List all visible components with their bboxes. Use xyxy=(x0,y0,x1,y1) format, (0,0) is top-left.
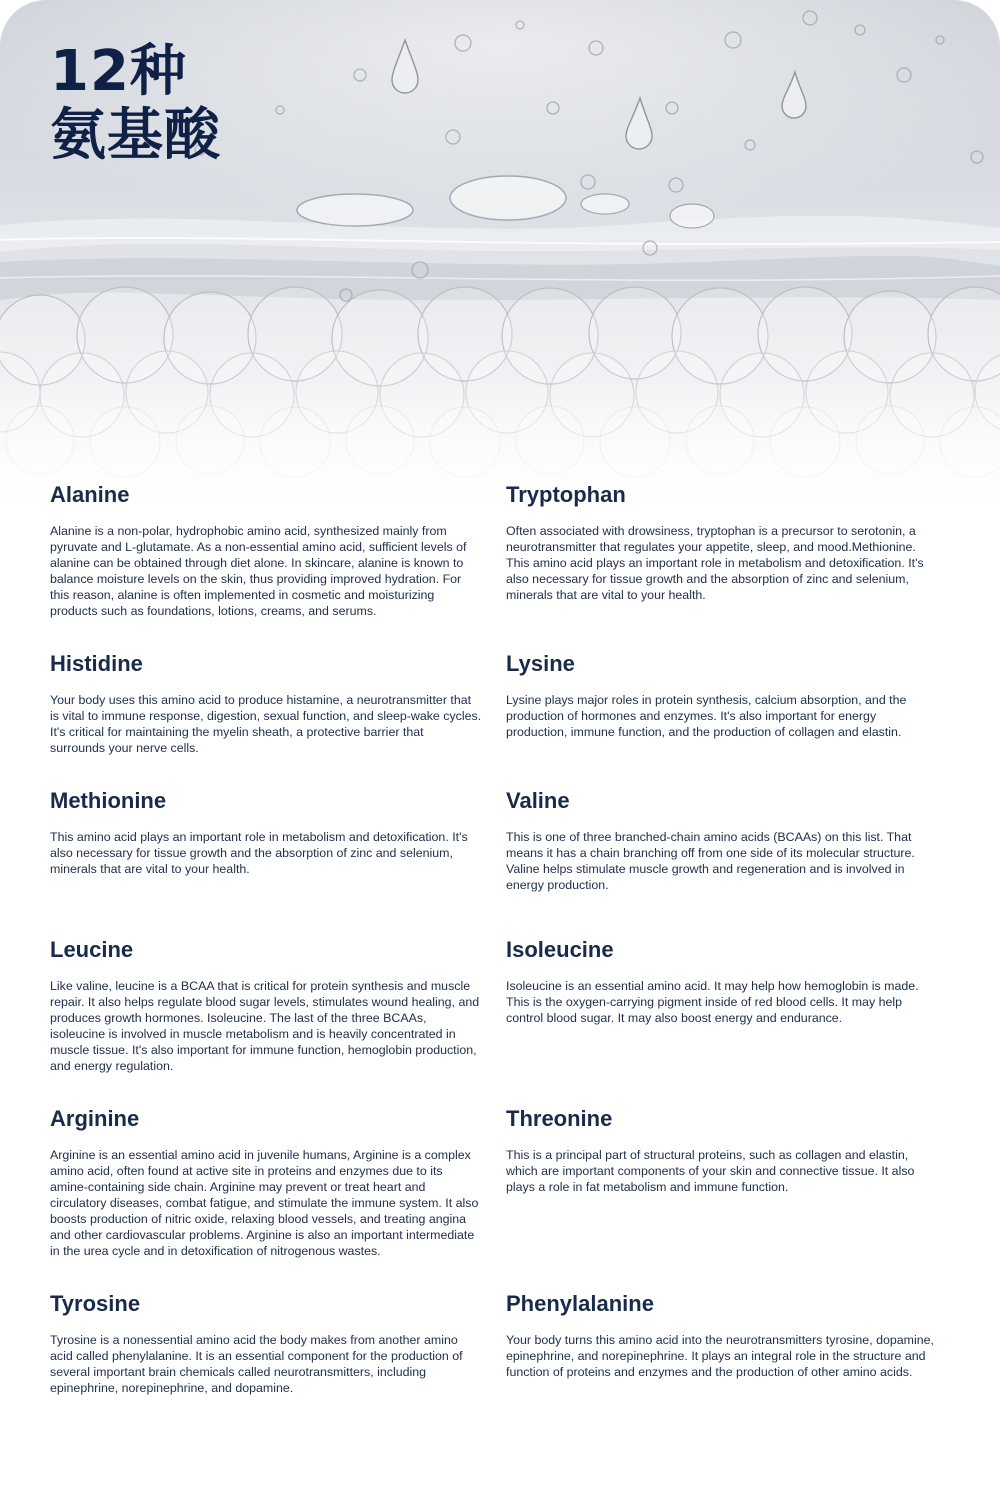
amino-acid-description: Isoleucine is an essential amino acid. It may help how hemoglobin is made. This is the oxygen-carrying pigment inside of red blood cells. It may help control blood sugar. It may also boost energy and endurance. xyxy=(506,979,919,1025)
amino-acid-name: Methionine xyxy=(50,788,167,813)
amino-acid-name: Tyrosine xyxy=(50,1291,141,1316)
amino-acid-histidine xyxy=(50,649,482,756)
amino-acid-description: Lysine plays major roles in protein synthesis, calcium absorption, and the production of hormones and enzymes. It's also important for energy production, immune function, and the production of collagen and elastin. xyxy=(506,693,907,739)
amino-acid-description: This is one of three branched-chain amino acids (BCAAs) on this list. That means it has a chain branching off from one side of its molecular structure. Valine helps stimulate muscle growth and regeneration and is involved in energy production. xyxy=(506,830,915,892)
amino-acid-alanine xyxy=(50,480,482,619)
amino-acid-name: Isoleucine xyxy=(506,937,614,962)
amino-acid-lysine xyxy=(506,649,938,740)
amino-acid-name: Valine xyxy=(506,788,570,813)
amino-acid-name: Threonine xyxy=(506,1106,613,1131)
amino-acid-description: Tyrosine is a nonessential amino acid the body makes from another amino acid called phenylalanine. It is an essential component for the production of several important brain chemicals called neurotransmitters, including epinephrine, norepinephrine, and dopamine. xyxy=(50,1333,463,1395)
amino-acid-methionine xyxy=(50,786,482,877)
amino-acid-description: This amino acid plays an important role in metabolism and detoxification. It's also necessary for tissue growth and the absorption of zinc and selenium, minerals that are vital to your health. xyxy=(50,830,468,876)
amino-acid-name: Phenylalanine xyxy=(506,1291,654,1316)
amino-acid-description: This is a principal part of structural proteins, such as collagen and elastin, which are important components of your skin and connective tissue. It also plays a role in fat metabolism and immune function. xyxy=(506,1148,915,1194)
amino-acid-leucine xyxy=(50,935,482,1074)
amino-acid-name: Lysine xyxy=(506,651,575,676)
title-line-1: 12种 xyxy=(50,39,187,104)
amino-acid-description: Your body turns this amino acid into the neurotransmitters tyrosine, dopamine, epinephrine, and norepinephrine. It plays an integral role in the structure and function of proteins and enzymes and the production of other amino acids. xyxy=(506,1333,934,1379)
amino-acid-name: Histidine xyxy=(50,651,143,676)
title-line-2: 氨基酸 xyxy=(50,103,221,168)
amino-acid-description: Often associated with drowsiness, tryptophan is a precursor to serotonin, a neurotransmitter that regulates your appetite, sleep, and mood.Methionine. This amino acid plays an important role in metabolism and detoxification. It's also necessary for tissue growth and the absorption of zinc and selenium, minerals that are vital to your health. xyxy=(506,524,924,602)
amino-acid-name: Arginine xyxy=(50,1106,140,1131)
amino-acid-phenylalanine xyxy=(506,1289,938,1380)
amino-acid-description: Alanine is a non-polar, hydrophobic amino acid, synthesized mainly from pyruvate and L-glutamate. As a non-essential amino acid, sufficient levels of alanine can be obtained through diet alone. In skincare, alanine is known to balance moisture levels on the skin, thus providing improved hydration. For this reason, alanine is often implemented in cosmetic and moisturizing products such as foundations, lotions, creams, and serums. xyxy=(50,524,467,618)
amino-acid-name: Tryptophan xyxy=(506,482,626,507)
amino-acid-name: Leucine xyxy=(50,937,134,962)
amino-acid-arginine xyxy=(50,1104,482,1259)
amino-acid-description: Your body uses this amino acid to produce histamine, a neurotransmitter that is vital to immune response, digestion, sexual function, and sleep-wake cycles. It's critical for maintaining the myelin sheath, a protective barrier that surrounds your nerve cells. xyxy=(50,693,482,755)
amino-acid-isoleucine xyxy=(506,935,938,1026)
amino-acid-valine xyxy=(506,786,938,893)
amino-acid-name: Alanine xyxy=(50,482,130,507)
amino-acid-description: Like valine, leucine is a BCAA that is critical for protein synthesis and muscle repair. It also helps regulate blood sugar levels, stimulates wound healing, and produces growth hormones. Isoleucine. The last of the three BCAAs, isoleucine is involved in muscle metabolism and is heavily concentrated in muscle tissue. It's also important for immune function, hemoglobin production, and energy regulation. xyxy=(50,979,480,1073)
page-title xyxy=(50,40,221,168)
amino-acid-tryptophan xyxy=(506,480,938,603)
amino-acid-threonine xyxy=(506,1104,938,1195)
amino-acid-description: Arginine is an essential amino acid in juvenile humans, Arginine is a complex amino acid, often found at active site in proteins and enzymes due to its amine-containing side chain. Arginine may prevent or treat heart and circulatory diseases, combat fatigue, and stimulate the immune system. It also boosts production of nitric oxide, relaxing blood vessels, and treating angina and other cardiovascular problems. Arginine is also an important intermediate in the urea cycle and in detoxification of nitrogenous wastes. xyxy=(50,1148,479,1258)
amino-acid-tyrosine xyxy=(50,1289,482,1396)
